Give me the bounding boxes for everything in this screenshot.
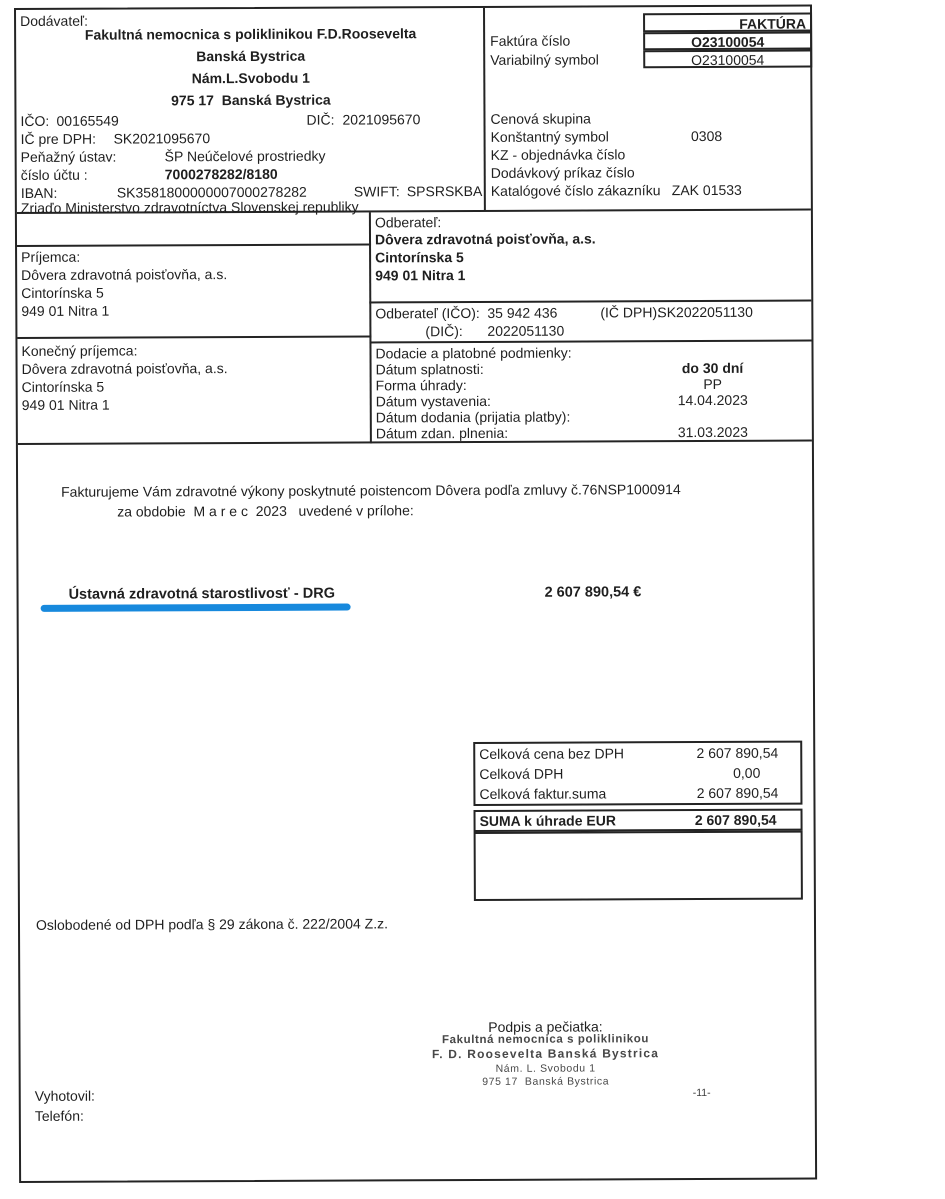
item-name: Ústavná zdravotná starostlivosť - DRG <box>68 585 335 603</box>
supplier-swift-label: SWIFT: <box>353 183 400 200</box>
stamp-line: Nám. L. Svobodu 1 <box>495 1062 596 1075</box>
divider-recipient-final <box>17 335 371 339</box>
recipient-block-label: Príjemca: <box>21 248 81 265</box>
customer-city: 949 01 Nitra 1 <box>375 267 466 284</box>
terms-row-value: 31.03.2023 <box>677 423 748 441</box>
invoice-title-box <box>643 13 812 33</box>
terms-row-value: 14.04.2023 <box>677 391 748 409</box>
page-mark: -11- <box>692 1086 711 1100</box>
highlight-bar <box>41 604 351 612</box>
intro-line1: Fakturujeme Vám zdravotné výkony poskytnuté poistencom Dôvera podľa zmluvy č.76NSP1000914 <box>61 481 681 500</box>
invoice-page <box>14 5 817 1183</box>
supplier-city: Banská Bystrica <box>196 47 306 65</box>
terms-row-label: Dátum dodania (prijatia platby): <box>375 408 571 426</box>
supplier-icdph-label: IČ pre DPH: <box>20 130 97 147</box>
supplier-street: Nám.L.Svobodu 1 <box>191 69 310 87</box>
customer-dic: 2022051130 <box>487 322 565 339</box>
supplier-zip: 975 17 Banská Bystrica <box>171 91 331 109</box>
customer-block-label: Odberateľ: <box>374 214 442 231</box>
totals-empty-box <box>474 831 803 901</box>
customer-street: Cintorínska 5 <box>375 249 464 266</box>
totals-row-value: 2 607 890,54 <box>696 784 779 802</box>
customer-icdph-label: (IČ DPH): <box>600 304 662 321</box>
sum-due-box <box>474 809 803 832</box>
terms-block-label: Dodacie a platobné podmienky: <box>375 344 572 362</box>
prepared-by-label: Vyhotovil: <box>34 1087 95 1104</box>
invoice-number: O23100054 <box>691 33 765 51</box>
customer-name: Dôvera zdravotná poisťovňa, a.s. <box>374 230 596 248</box>
constant-symbol: 0308 <box>690 127 723 145</box>
catalog-number: ZAK 01533 <box>671 181 742 199</box>
final-recipient-block-label: Konečný príjemca: <box>21 342 138 359</box>
supplier-founder-note: Zriaďo Ministerstvo zdravotníctva Slovenskej republiky <box>20 198 359 216</box>
divider-under-customer-ids <box>369 340 811 344</box>
supplier-account: 7000278282/8180 <box>164 165 278 183</box>
catalog-number-label: Katalógové číslo zákazníku <box>490 182 661 199</box>
supplier-bank-label: Peňažný ústav: <box>20 148 117 165</box>
totals-row-label: Celková DPH <box>479 765 564 782</box>
supplier-iban-label: IBAN: <box>20 184 58 201</box>
sum-due-label: SUMA k úhrade EUR <box>479 812 616 829</box>
supplier-account-label: číslo účtu : <box>20 166 88 183</box>
totals-row-value: 2 607 890,54 <box>696 744 779 762</box>
variable-symbol-label: Variabilný symbol <box>490 51 599 68</box>
recipient-street: Cintorínska 5 <box>21 284 104 301</box>
stamp-line: 975 17 Banská Bystrica <box>482 1075 610 1088</box>
invoice-title: FAKTÚRA <box>739 15 807 32</box>
customer-dic-label: (DIČ): <box>425 323 463 340</box>
supplier-name: Fakultná nemocnica s poliklinikou F.D.Roosevelta <box>84 25 417 43</box>
order-number-label: KZ - objednávka číslo <box>490 146 626 163</box>
recipient-city: 949 01 Nitra 1 <box>21 302 110 319</box>
supplier-dic: 2021095670 <box>342 111 421 128</box>
vat-exemption-note: Oslobodené od DPH podľa § 29 zákona č. 222/2004 Z.z. <box>35 915 389 933</box>
delivery-order-label: Dodávkový príkaz číslo <box>490 164 635 181</box>
invoice-number-label: Faktúra číslo <box>490 32 571 49</box>
final-recipient-city: 949 01 Nitra 1 <box>21 396 110 413</box>
item-amount: 2 607 890,54 € <box>544 584 642 601</box>
customer-ico: 35 942 436 <box>487 304 558 321</box>
invoice-number-box <box>643 32 812 51</box>
terms-row-value: do 30 dní <box>681 359 744 377</box>
variable-symbol-box <box>643 50 812 69</box>
terms-row-label: Forma úhrady: <box>375 377 467 394</box>
signature-label: Podpis a pečiatka: <box>488 1018 603 1035</box>
totals-box <box>473 741 802 806</box>
supplier-bank: ŠP Neúčelové prostriedky <box>164 147 326 165</box>
sum-due-value: 2 607 890,54 <box>694 811 777 829</box>
phone-label: Telefón: <box>34 1107 84 1124</box>
price-group-label: Cenová skupina <box>490 110 591 127</box>
supplier-iban: SK3581800000007000278282 <box>116 183 307 201</box>
customer-icdph: SK2022051130 <box>657 303 753 321</box>
totals-row-value: 0,00 <box>733 764 761 781</box>
supplier-dic-label: DIČ: <box>306 111 335 128</box>
variable-symbol: O23100054 <box>691 51 765 69</box>
supplier-swift: SPSRSKBA <box>406 182 483 200</box>
stamp-line: Fakultná nemocnica s poliklinikou <box>441 1033 650 1047</box>
customer-ico-label: Odberateľ (IČO): <box>375 304 480 322</box>
supplier-icdph: SK2021095670 <box>113 130 211 147</box>
terms-row-value: PP <box>703 375 723 392</box>
constant-symbol-label: Konštantný symbol <box>490 128 609 145</box>
final-recipient-name: Dôvera zdravotná poisťovňa, a.s. <box>21 360 228 377</box>
final-recipient-street: Cintorínska 5 <box>21 378 105 395</box>
supplier-block-label: Dodávateľ: <box>20 12 88 29</box>
totals-row-label: Celková faktur.suma <box>479 785 607 802</box>
stamp-line: F. D. Roosevelta Banská Bystrica <box>431 1046 660 1062</box>
recipient-name: Dôvera zdravotná poisťovňa, a.s. <box>21 266 228 283</box>
divider-recipient-top <box>17 243 371 247</box>
intro-line2: za obdobie M a r e c 2023 uvedené v prílohe: <box>117 502 414 520</box>
supplier-ico: 00165549 <box>56 112 119 129</box>
terms-row-label: Dátum splatnosti: <box>375 360 484 378</box>
totals-row-label: Celková cena bez DPH <box>479 745 625 762</box>
supplier-ico-label: IČO: <box>20 112 50 129</box>
divider-vertical-mid <box>369 212 372 443</box>
terms-row-label: Dátum vystavenia: <box>375 392 491 410</box>
terms-row-label: Dátum zdan. plnenia: <box>375 424 509 442</box>
